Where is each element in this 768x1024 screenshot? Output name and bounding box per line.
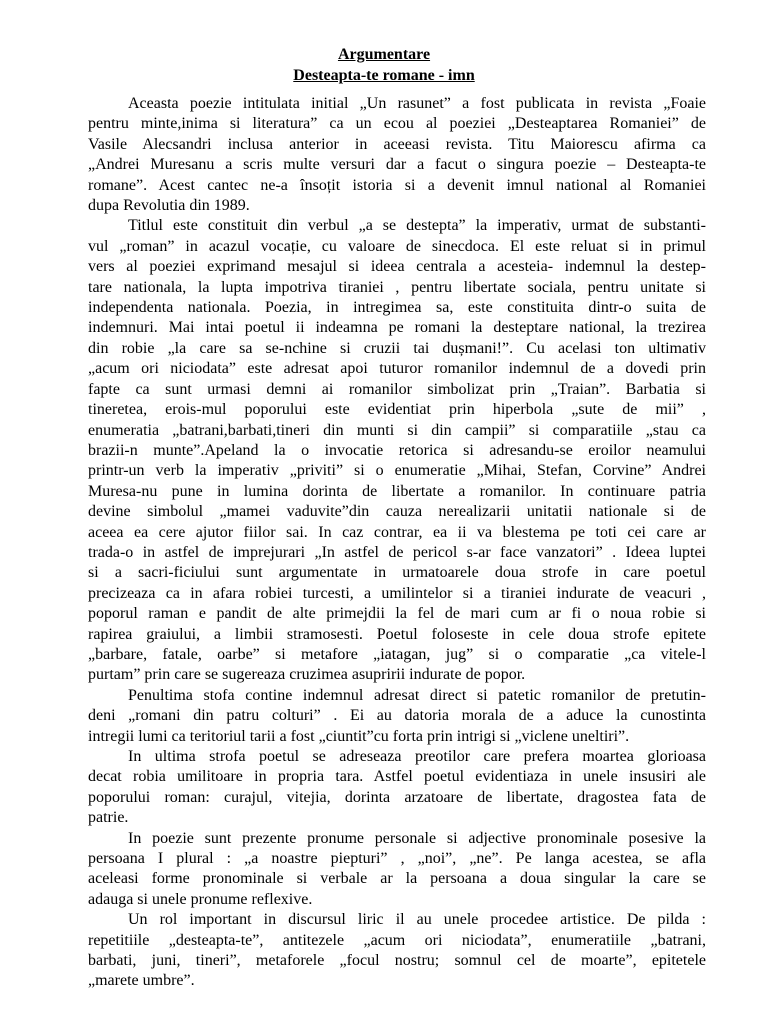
paragraph-line: Muresa-nu pune in lumina dorinta de libertate a romanilor. In continuare patria: [88, 482, 706, 500]
paragraph-line: deni „romani din patru colturi” . Ei au datoria morala de a aduce la cunostinta: [88, 707, 706, 725]
paragraph-line: poporului roman: curajul, vitejia, dorinta arzatoare de libertate, dragostea fata de: [88, 788, 706, 806]
paragraph-line: independenta nationala. Poezia, in intregimea sa, este constituita dintr-o suita de: [88, 299, 706, 317]
paragraph: [88, 910, 706, 992]
paragraph-line: enumeratia „batrani,barbati,tineri din munti si din campii” si comparatiile „stau ca: [88, 421, 706, 439]
paragraph-line: poporul raman e pandit de alte primejdii la fel de mari cum ar fi o noua robie si: [88, 605, 706, 623]
document-body: [88, 94, 706, 992]
paragraph-line: romane”. Acest cantec ne-a însoțit istoria si a devenit imnul national al Romaniei: [88, 176, 706, 194]
paragraph-line: intregii lumi ca teritoriul tarii a fost „ciuntit”cu forta prin intrigi si „viclene uneltiri”.: [88, 727, 630, 745]
paragraph-line: adauga si unele pronume reflexive.: [88, 890, 313, 908]
paragraph: [88, 747, 706, 829]
paragraph-line: „acum ori niciodata” este adresat apoi tuturor romanilor indemnul de a dovedi prin: [88, 360, 706, 378]
paragraph-line: tineretea, erois-mul poporului este evidentiat prin hiperbola „sute de mii” ,: [88, 401, 706, 419]
paragraph-line: In ultima strofa poetul se adreseaza preotilor care prefera moartea glorioasa: [128, 748, 706, 765]
paragraph: [88, 686, 706, 747]
paragraph-line: pentru minte,inima si literatura” ca un ecou al poeziei „Desteaptarea Romaniei” de: [88, 115, 706, 133]
paragraph-line: aceleasi forme pronominale si verbale ar la persoana a doua singular la care se: [88, 870, 706, 888]
document-title: Argumentare: [337, 46, 431, 63]
paragraph: [88, 94, 706, 216]
paragraph-line: Un rol important in discursul liric il au unele procedee artistice. De pilda :: [128, 911, 706, 929]
paragraph-line: decat robia umilitoare in propria tara. Astfel poetul evidentiaza in unele insusiri ale: [88, 768, 706, 786]
paragraph-line: precizeaza ca in afara robiei turcesti, a umilintelor si a tiraniei indurate de veacuri ,: [88, 584, 706, 602]
title-block: [0, 44, 768, 86]
document-subtitle: Desteapta-te romane - imn: [293, 67, 475, 84]
paragraph-line: fapte ca sunt urmasi demni ai romanilor simbolizat prin „Traian”. Barbatia si: [88, 380, 706, 398]
paragraph-line: „Andrei Muresanu a scris multe versuri dar a facut o singura poezie – Desteapta-te: [88, 156, 706, 174]
paragraph-line: Aceasta poezie intitulata initial „Un rasunet” a fost publicata in revista „Foaie: [128, 95, 706, 112]
paragraph-line: purtam” prin care se sugereaza cruzimea asupririi indurate de popor.: [88, 666, 526, 684]
paragraph-line: Titlul este constituit din verbul „a se destepta” la imperativ, urmat de substanti-: [128, 217, 706, 235]
paragraph-line: dupa Revolutia din 1989.: [88, 197, 250, 215]
paragraph-line: vers al poeziei exprimand mesajul si ideea centrala a acesteia- indemnul la destep-: [88, 258, 706, 276]
paragraph-line: „barbare, fatale, oarbe” si metafore „iatagan, jug” si o comparatie „ca vitele-l: [88, 645, 706, 663]
paragraph-line: din robie „la care sa se-nchine si cruzii tai dușmani!”. Cu acelasi ton ultimativ: [88, 339, 706, 357]
paragraph-line: rapirea graiului, a limbii stramosesti. Poetul foloseste in cele doua strofe epitete: [88, 625, 706, 643]
paragraph: [88, 216, 706, 685]
paragraph: [88, 829, 706, 911]
paragraph-line: persoana I plural : „a noastre piepturi” , „noi”, „ne”. Pe langa acestea, se afla: [88, 850, 706, 868]
paragraph-line: In poezie sunt prezente pronume personale si adjective pronominale posesive la: [128, 829, 706, 847]
paragraph-line: trada-o in astfel de imprejurari „In astfel de pericol s-ar face vanzatori” . Ideea luptei: [88, 543, 706, 561]
paragraph-line: indemnuri. Mai intai poetul ii indeamna pe romani la desteptare national, la trezirea: [88, 319, 706, 337]
paragraph-line: printr-un verb la imperativ „priviti” si o enumeratie „Mihai, Stefan, Corvine” Andrei: [88, 462, 706, 480]
paragraph-line: aceea ea cere ajutor fiilor sai. In caz contrar, ea ii va blestema pe toti cei care ar: [88, 523, 706, 541]
paragraph-line: Vasile Alecsandri inclusa anterior in aceeasi revista. Titu Maiorescu afirma ca: [88, 135, 706, 153]
paragraph-line: tare nationala, la lupta impotriva tiraniei , pentru libertate sociala, pentru unitate si: [88, 278, 706, 296]
paragraph-line: brazii-n munte”.Apeland la o invocatie retorica si adresandu-se eroilor neamului: [88, 441, 706, 459]
paragraph-line: patrie.: [88, 809, 129, 827]
paragraph-line: devine simbolul „mamei vaduvite”din cauza nerealizarii unitatii nationale si de: [88, 503, 706, 521]
paragraph-line: „marete umbre”.: [88, 972, 195, 990]
paragraph-line: vul „roman” in acazul vocație, cu valoare de sinecdoca. El este reluat si in primul: [88, 237, 706, 255]
paragraph-line: barbati, juni, tineri”, metaforele „focul nostru; somnul cel de moarte”, epitetele: [88, 952, 706, 970]
paragraph-line: si a sacri-ficiului sunt argumentate in urmatoarele doua strofe in care poetul: [88, 564, 706, 582]
paragraph-line: repetitiile „desteapta-te”, antitezele „acum ori niciodata”, enumeratiile „batrani,: [88, 931, 706, 949]
paragraph-line: Penultima stofa contine indemnul adresat direct si patetic romanilor de pretutin-: [128, 686, 706, 704]
